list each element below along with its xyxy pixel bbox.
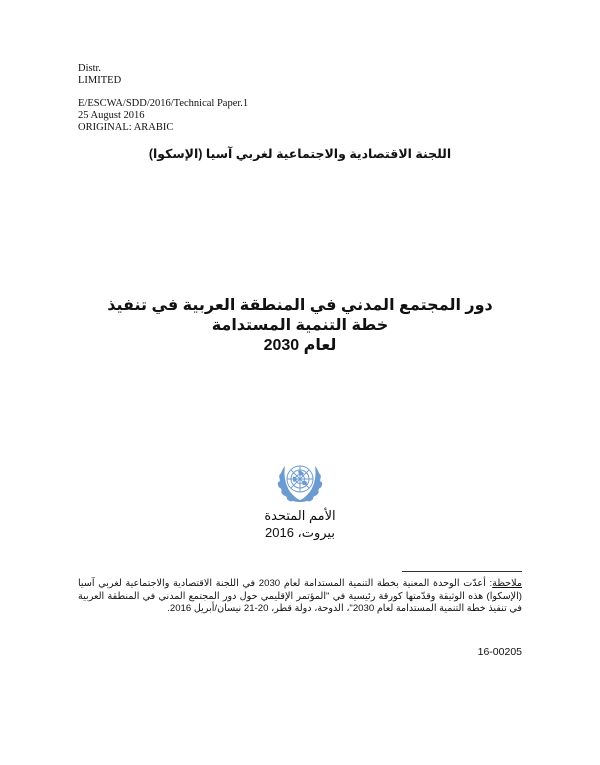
original-language: ORIGINAL: ARABIC: [78, 122, 174, 133]
place-and-date: بيروت، 2016: [265, 525, 335, 540]
publisher-name: الأمم المتحدة: [264, 508, 336, 523]
document-title: [0, 296, 600, 356]
document-symbol-block: [78, 98, 248, 134]
title-line-1: دور المجتمع المدني في المنطقة العربية في تنفيذ: [107, 297, 493, 314]
footnote-text: : أعدّت الوحدة المعنية بخطة التنمية المستدامة لعام 2030 في اللجنة الاقتصادية والاجتماعية لغربي آسيا (الإسكوا) هذه الوثيقة وقدّمتها كورقة رئيسية في "المؤتمر الإقليمي حول دور المجتمع المدني في المنطقة العربية في تنفيذ خطة التنمية المستدامة لعام 2030"، الدوحة، دولة قطر، 20-21 نيسان/أبريل 2016.: [78, 578, 522, 614]
distr-limited: LIMITED: [78, 75, 122, 86]
title-line-2: خطة التنمية المستدامة: [211, 317, 389, 334]
document-date: 25 August 2016: [78, 110, 145, 121]
title-line-3: لعام 2030: [263, 337, 337, 354]
distr-label: Distr.: [78, 63, 102, 74]
footnote-divider: [402, 571, 522, 572]
un-emblem-icon: [272, 457, 328, 509]
footnote: [78, 578, 522, 616]
organization-name: اللجنة الاقتصادية والاجتماعية لغربي آسيا (الإسكوا): [148, 147, 452, 161]
footnote-label: ملاحظة: [492, 578, 522, 589]
document-symbol: E/ESCWA/SDD/2016/Technical Paper.1: [78, 98, 249, 109]
distribution-block: [78, 63, 121, 87]
document-number: 16-00205: [477, 646, 522, 658]
